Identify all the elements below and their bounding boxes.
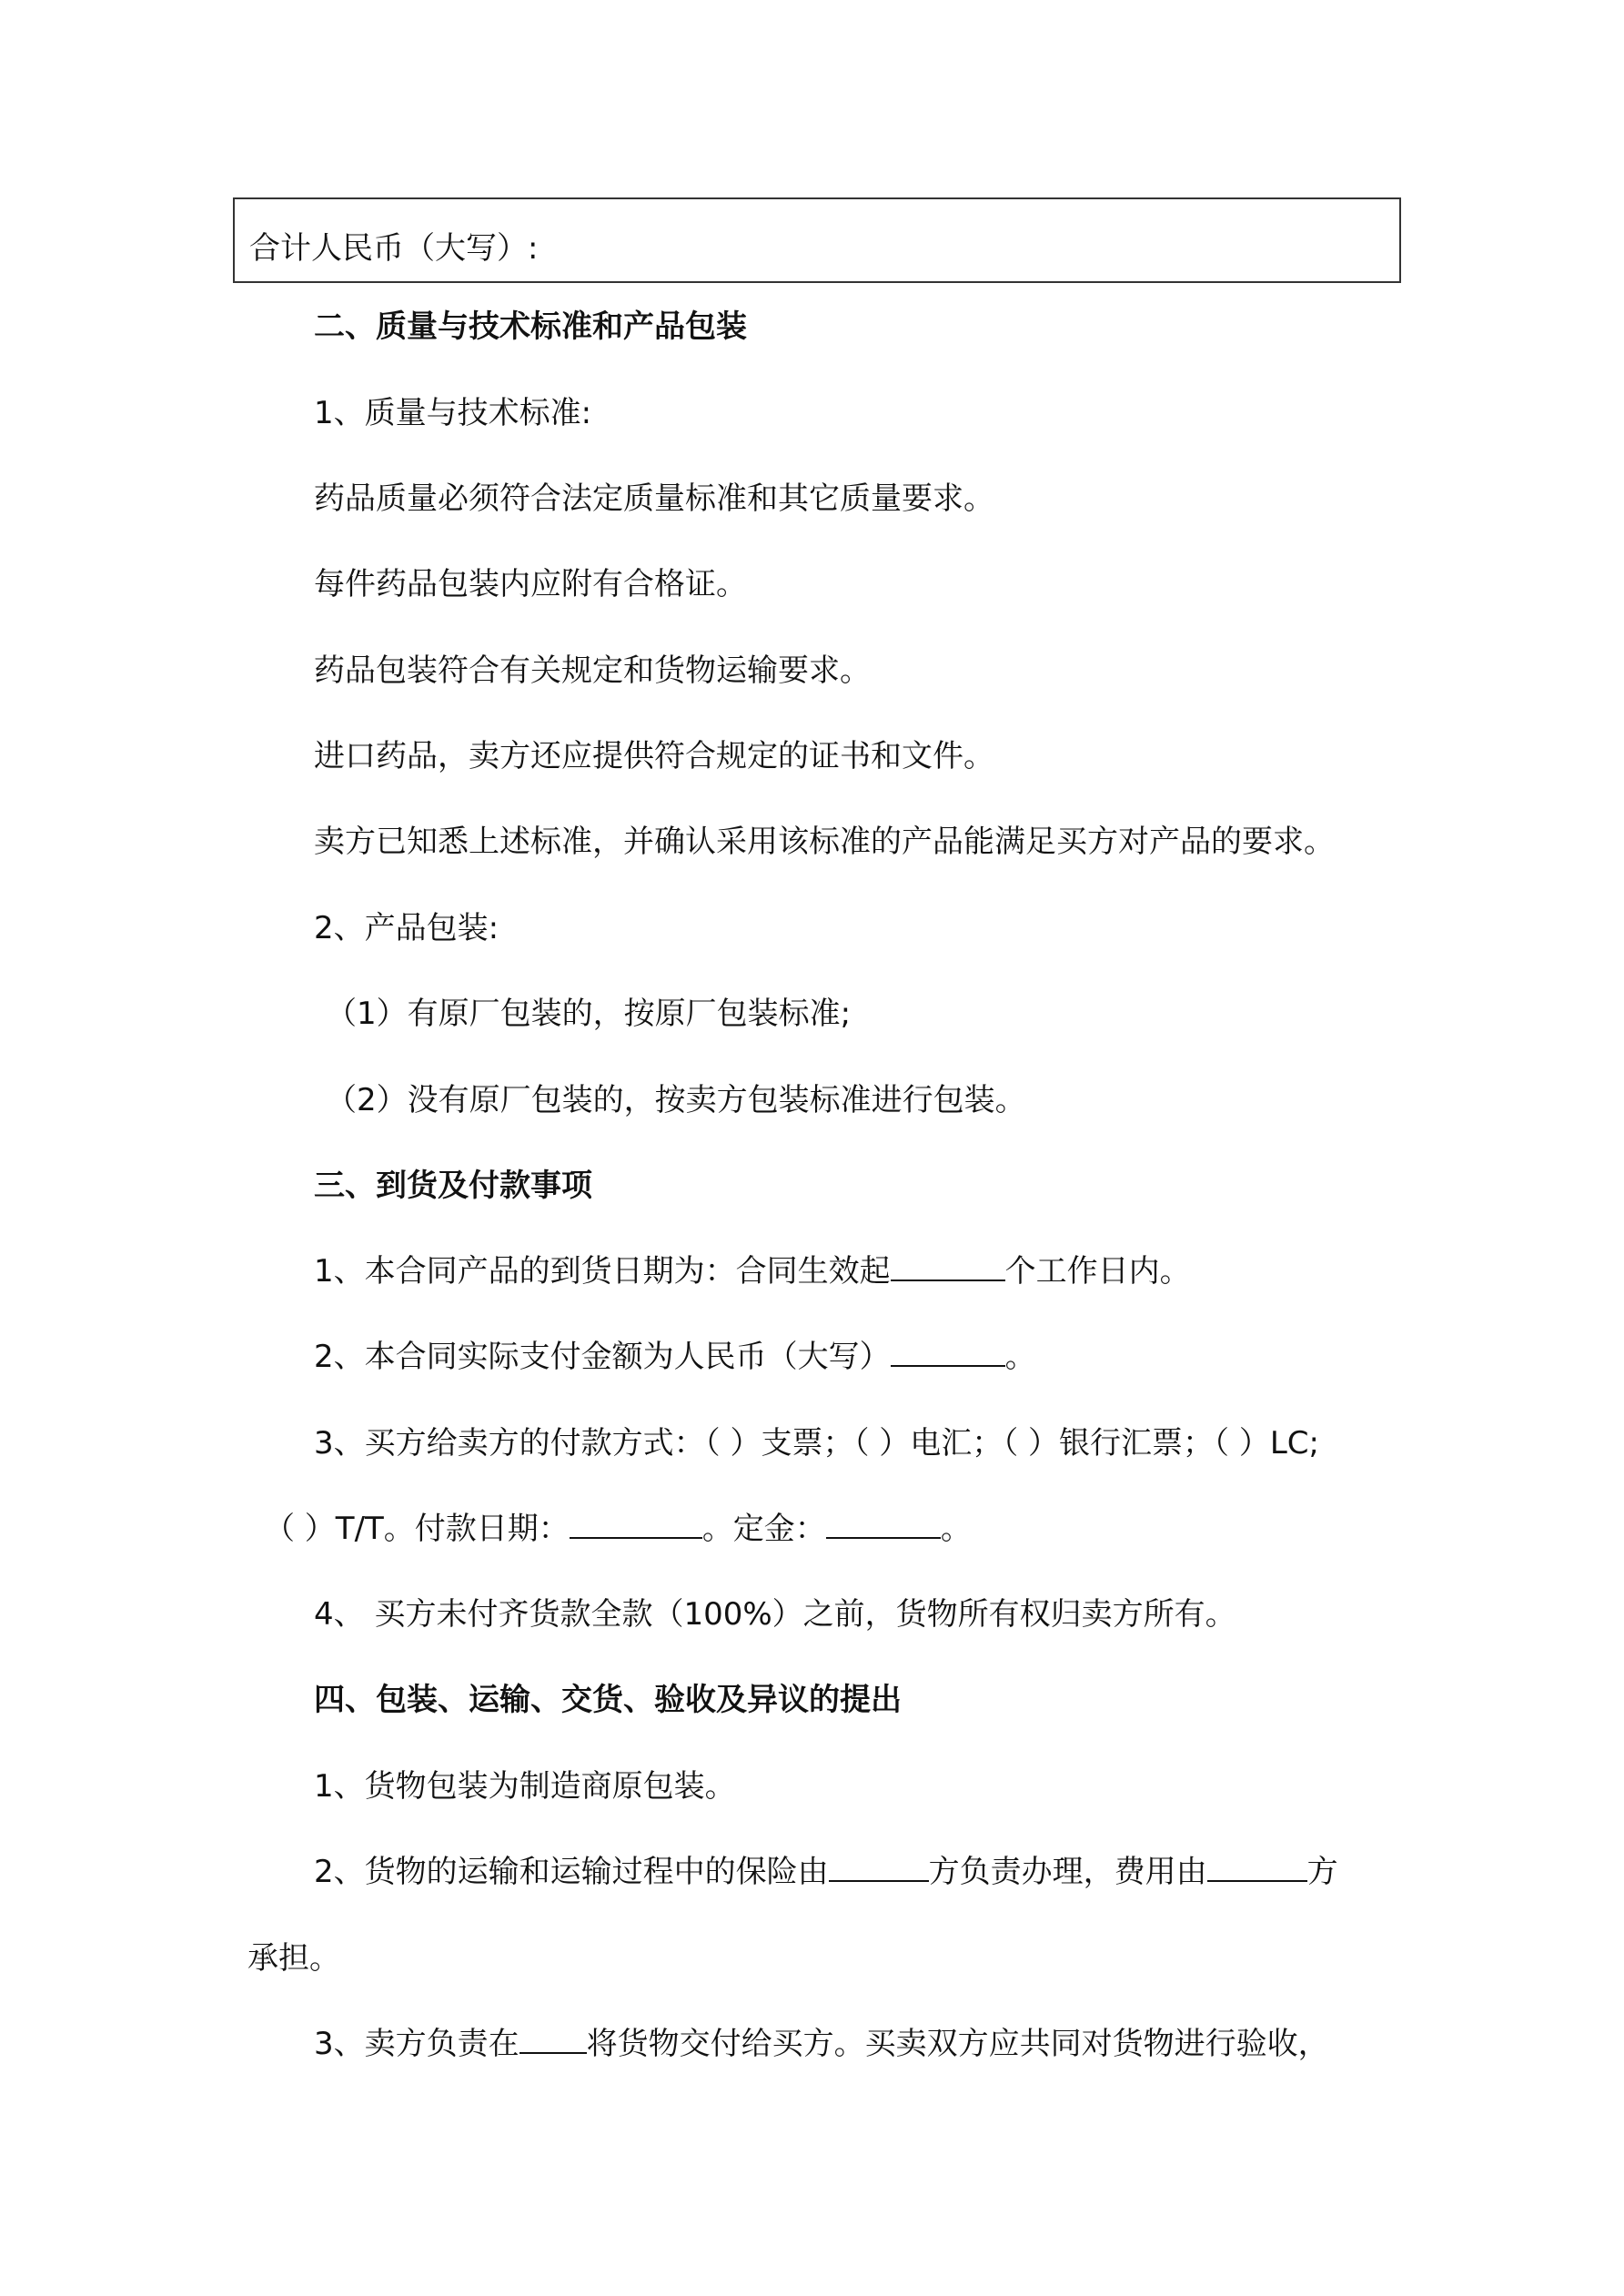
section4-item2-text-b: 方负责办理，费用由 xyxy=(928,1854,1207,1890)
section3-item2-text-b: 。 xyxy=(1004,1339,1036,1375)
section3-item-1 xyxy=(314,1251,1191,1291)
section3-item3-text-b: 。定金： xyxy=(701,1511,826,1547)
section3-item3-text-a: （ ）T/T。付款日期： xyxy=(264,1511,570,1547)
section2-paragraph-5: 卖方已知悉上述标准，并确认采用该标准的产品能满足买方对产品的要求。 xyxy=(314,824,1335,860)
section3-item1-text-b: 个工作日内。 xyxy=(1004,1253,1191,1290)
delivery-days-blank xyxy=(891,1252,1005,1281)
payment-amount-blank xyxy=(891,1338,1005,1367)
section4-item-2 xyxy=(314,1852,1338,1892)
section3-heading: 三、到货及付款事项 xyxy=(314,1168,592,1204)
section3-item-3-line-2 xyxy=(264,1509,972,1549)
section2-paragraph-4: 进口药品，卖方还应提供符合规定的证书和文件。 xyxy=(314,738,994,774)
section3-item3-text-c: 。 xyxy=(940,1511,972,1547)
section3-item1-text-a: 1、本合同产品的到货日期为：合同生效起 xyxy=(314,1253,891,1290)
section2-sub-item-2: （2）没有原厂包装的，按卖方包装标准进行包装。 xyxy=(326,1082,1026,1118)
section4-item-3 xyxy=(314,2024,1329,2064)
total-amount-box xyxy=(233,197,1401,283)
section4-item3-text-b: 将货物交付给买方。买卖双方应共同对货物进行验收， xyxy=(586,2026,1329,2062)
section3-item-3-line-1: 3、买方给卖方的付款方式：（ ）支票；（ ）电汇；（ ）银行汇票；（ ）LC; xyxy=(314,1425,1319,1462)
section3-item-2 xyxy=(314,1337,1036,1377)
section4-heading: 四、包装、运输、交货、验收及异议的提出 xyxy=(314,1682,902,1718)
section2-sub-item-1: （1）有原厂包装的，按原厂包装标准; xyxy=(326,996,852,1032)
deposit-blank xyxy=(826,1510,941,1539)
cost-party-blank xyxy=(1207,1853,1307,1882)
section2-paragraph-1: 药品质量必须符合法定质量标准和其它质量要求。 xyxy=(314,480,994,517)
insurance-party-blank xyxy=(829,1853,929,1882)
total-amount-label: 合计人民币（大写）: xyxy=(249,230,539,267)
section4-item2-text-a: 2、货物的运输和运输过程中的保险由 xyxy=(314,1854,829,1890)
section4-item2-text-c: 方 xyxy=(1306,1854,1338,1890)
section2-paragraph-2: 每件药品包装内应附有合格证。 xyxy=(314,566,747,602)
section4-item-1: 1、货物包装为制造商原包装。 xyxy=(314,1768,736,1805)
section2-heading: 二、质量与技术标准和产品包装 xyxy=(314,308,747,345)
section2-item1-title: 1、质量与技术标准: xyxy=(314,395,592,431)
section2-item2-title: 2、产品包装: xyxy=(314,910,499,946)
section4-item-2-line-2: 承担。 xyxy=(247,1940,340,1977)
section3-item2-text-a: 2、本合同实际支付金额为人民币（大写） xyxy=(314,1339,891,1375)
delivery-place-blank xyxy=(519,2025,587,2054)
section4-item3-text-a: 3、卖方负责在 xyxy=(314,2026,519,2062)
payment-date-blank xyxy=(570,1510,702,1539)
section3-item-4: 4、 买方未付齐货款全款（100%）之前，货物所有权归卖方所有。 xyxy=(314,1596,1236,1633)
section2-paragraph-3: 药品包装符合有关规定和货物运输要求。 xyxy=(314,652,871,689)
